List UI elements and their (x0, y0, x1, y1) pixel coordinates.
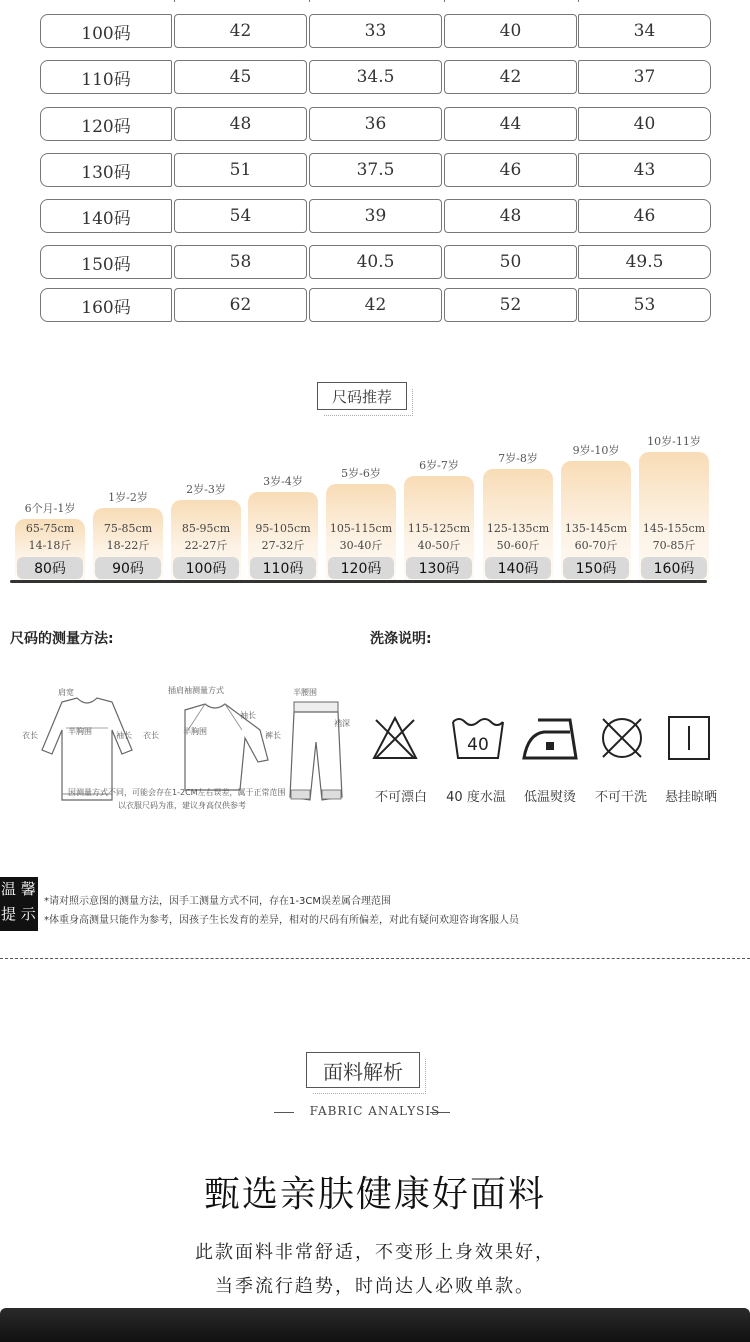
pants-length-label: 裤长 (265, 731, 281, 740)
raglan-title: 插肩袖测量方式 (168, 686, 224, 695)
measure-cell: 43 (578, 153, 711, 187)
measure-cell: 45 (174, 60, 307, 94)
size-cell: 120码 (40, 107, 172, 141)
weight-label: 70-85斤 (652, 539, 696, 552)
height-label: 115-125cm (407, 522, 471, 535)
height-label: 75-85cm (103, 522, 153, 535)
recommend-baseline (10, 580, 707, 583)
height-label: 105-115cm (329, 522, 393, 535)
fabric-headline: 甄选亲肤健康好面料 (203, 1174, 546, 1215)
weight-label: 27-32斤 (261, 539, 305, 552)
weight-label: 30-40斤 (339, 539, 383, 552)
measure-cell: 40 (444, 14, 577, 48)
size-cell: 130码 (40, 153, 172, 187)
table-row (40, 153, 711, 187)
tips-badge-line-2: 提 示 (1, 905, 36, 923)
measure-cell: 34 (578, 14, 711, 48)
no-dry-clean-icon (597, 714, 647, 762)
size-pill: 110码 (250, 557, 316, 579)
wash-40-icon (449, 714, 507, 762)
tips-line-1: *请对照示意图的测量方法，因手工测量方式不同，存在1-3CM误差属合理范围 (44, 896, 391, 907)
measure-cell: 37.5 (309, 153, 442, 187)
table-row (40, 107, 711, 141)
table-row (40, 199, 711, 233)
measure-cell: 48 (444, 199, 577, 233)
height-label: 65-75cm (25, 522, 75, 535)
care-title: 洗涤说明: (370, 631, 432, 647)
table-row (40, 60, 711, 94)
measure-cell: 46 (444, 153, 577, 187)
age-label: 2岁-3岁 (186, 483, 226, 496)
measure-cell: 62 (174, 288, 307, 322)
fabric-title-text: 面料解析 (323, 1059, 403, 1084)
measure-cell: 40.5 (309, 245, 442, 279)
length-label-2: 衣长 (143, 731, 159, 740)
care-label-no-dry-clean: 不可干洗 (594, 790, 647, 805)
measure-cell: 33 (309, 14, 442, 48)
care-label-hang-dry: 悬挂晾晒 (664, 790, 717, 805)
measure-cell: 52 (444, 288, 577, 322)
care-label-wash-40: 40 度水温 (446, 790, 506, 805)
weight-label: 40-50斤 (417, 539, 461, 552)
waist-label: 半腰围 (293, 688, 317, 697)
measure-cell: 40 (578, 107, 711, 141)
weight-label: 50-60斤 (496, 539, 540, 552)
measure-cell: 48 (174, 107, 307, 141)
wash-temp-text: 40 (467, 735, 489, 755)
care-label-low-iron: 低温熨烫 (523, 790, 576, 805)
measure-cell: 36 (309, 107, 442, 141)
section-divider (0, 958, 750, 959)
table-row (40, 288, 711, 322)
measure-note-2: 以衣服尺码为准，建议身高仅供参考 (118, 801, 246, 810)
size-pill: 80码 (17, 557, 83, 579)
height-label: 135-145cm (564, 522, 628, 535)
age-label: 6岁-7岁 (419, 459, 459, 472)
size-pill: 150码 (563, 557, 629, 579)
shoulder-label: 肩宽 (58, 688, 74, 697)
length-label: 衣长 (22, 731, 38, 740)
table-row (40, 245, 711, 279)
pants-diagram (282, 692, 352, 812)
hang-dry-icon (666, 714, 712, 762)
chest-label-2: 半胸围 (183, 727, 207, 736)
height-label: 125-135cm (486, 522, 550, 535)
height-label: 85-95cm (181, 522, 231, 535)
recommend-title-text: 尺码推荐 (331, 387, 392, 406)
size-pill: 90码 (95, 557, 161, 579)
measure-cell: 44 (444, 107, 577, 141)
measure-note-1: 因测量方式不同，可能会存在1-2CM左右误差，属于正常范围 (68, 788, 286, 797)
size-pill: 130码 (406, 557, 472, 579)
fabric-photo-top (0, 1308, 750, 1342)
size-cell: 110码 (40, 60, 172, 94)
measure-cell: 51 (174, 153, 307, 187)
tips-badge-line-1: 温 馨 (1, 880, 36, 898)
measure-diagram (10, 680, 360, 820)
weight-label: 14-18斤 (28, 539, 72, 552)
age-label: 7岁-8岁 (498, 452, 538, 465)
size-pill: 100码 (173, 557, 239, 579)
tips-line-2: *体重身高测量只能作为参考，因孩子生长发育的差异，相对的尺码有所偏差，对此有疑问欢迎咨询客服人员 (44, 915, 519, 926)
table-top-edge (40, 0, 711, 2)
measure-cell: 53 (578, 288, 711, 322)
age-label: 10岁-11岁 (647, 435, 701, 448)
crotch-label: 裆深 (334, 719, 350, 728)
size-pill: 160码 (641, 557, 707, 579)
measure-cell: 34.5 (309, 60, 442, 94)
recommend-title (317, 382, 407, 410)
height-label: 95-105cm (255, 522, 311, 535)
size-pill: 120码 (328, 557, 394, 579)
size-cell: 160码 (40, 288, 172, 322)
measure-cell: 42 (309, 288, 442, 322)
measure-cell: 39 (309, 199, 442, 233)
fabric-desc-2: 当季流行趋势，时尚达人必败单款。 (215, 1276, 535, 1297)
measure-title: 尺码的测量方法: (10, 631, 114, 647)
height-label: 145-155cm (642, 522, 706, 535)
fabric-desc-1: 此款面料非常舒适，不变形上身效果好， (195, 1242, 555, 1263)
measure-cell: 42 (174, 14, 307, 48)
sleeve-label: 袖长 (116, 731, 132, 740)
size-cell: 100码 (40, 14, 172, 48)
age-label: 5岁-6岁 (341, 467, 381, 480)
no-bleach-icon (370, 714, 420, 762)
fabric-title (306, 1052, 420, 1088)
measure-cell: 54 (174, 199, 307, 233)
table-row (40, 14, 711, 48)
age-label: 3岁-4岁 (263, 475, 303, 488)
sleeve-label-2: 袖长 (240, 711, 256, 720)
size-cell: 150码 (40, 245, 172, 279)
age-label: 9岁-10岁 (572, 444, 620, 457)
tips-badge (0, 877, 38, 931)
measure-cell: 50 (444, 245, 577, 279)
measure-cell: 42 (444, 60, 577, 94)
measure-cell: 37 (578, 60, 711, 94)
weight-label: 60-70斤 (574, 539, 618, 552)
chest-label: 半胸围 (68, 727, 92, 736)
weight-label: 18-22斤 (106, 539, 150, 552)
size-pill: 140码 (485, 557, 551, 579)
size-cell: 140码 (40, 199, 172, 233)
weight-label: 22-27斤 (184, 539, 228, 552)
measure-cell: 46 (578, 199, 711, 233)
measure-cell: 49.5 (578, 245, 711, 279)
age-label: 6个月-1岁 (24, 502, 76, 515)
measure-cell: 58 (174, 245, 307, 279)
fabric-subtitle: FABRIC ANALYSIS (309, 1104, 441, 1118)
care-label-no-bleach: 不可漂白 (374, 790, 427, 805)
low-iron-icon (520, 714, 580, 762)
age-label: 1岁-2岁 (108, 491, 148, 504)
